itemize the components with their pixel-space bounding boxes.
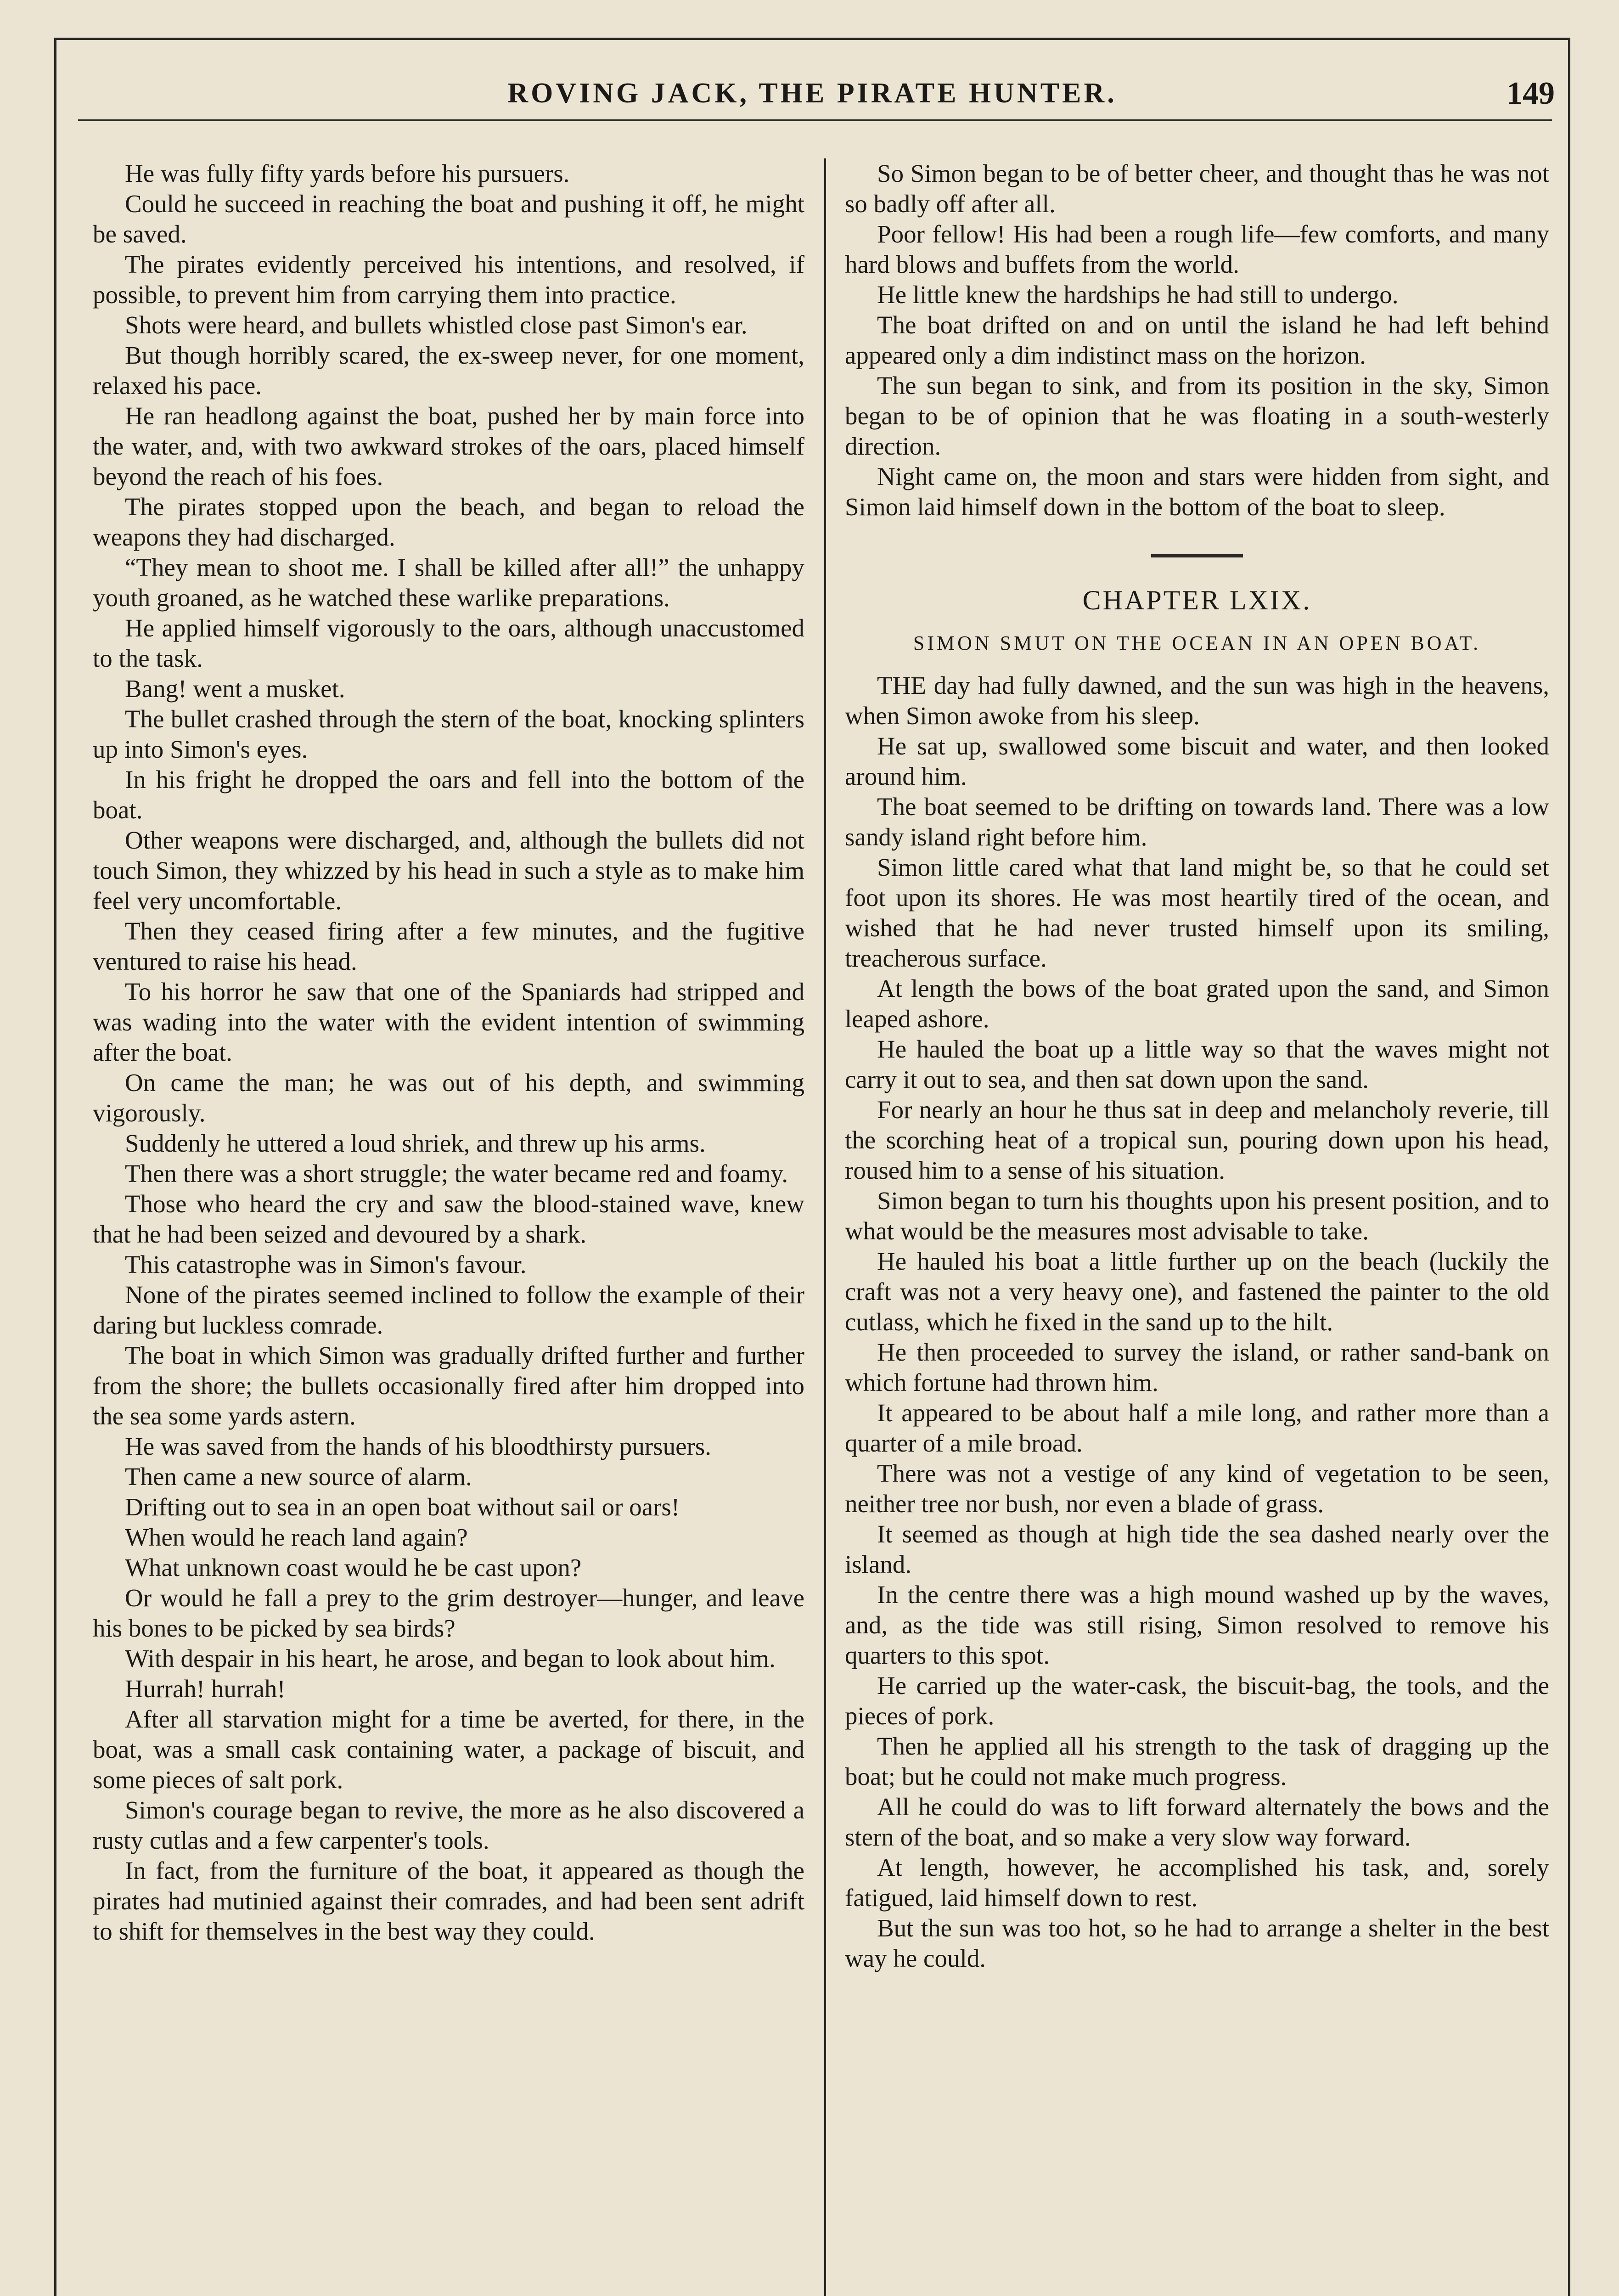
- paragraph: After all starvation might for a time be averted, for there, in the boat, was a small cask containing water, a package of biscuit, and some pieces of salt pork.: [93, 1705, 804, 1794]
- paragraph: THE day had fully dawned, and the sun was high in the heavens, when Simon awoke from his sleep.: [845, 671, 1549, 730]
- paragraph: Suddenly he uttered a loud shriek, and threw up his arms.: [125, 1129, 706, 1157]
- paragraph: He hauled the boat up a little way so that the waves might not carry it out to sea, and then sat down upon the sand.: [845, 1035, 1549, 1093]
- paragraph: He ran headlong against the boat, pushed her by main force into the water, and, with two awkward strokes of the oars, placed himself beyond the reach of his foes.: [93, 402, 804, 490]
- paragraph: At length, however, he accomplished his task, and, sorely fatigued, laid himself down to rest.: [845, 1853, 1549, 1912]
- paragraph: Those who heard the cry and saw the blood-stained wave, knew that he had been seized and devoured by a shark.: [93, 1190, 804, 1248]
- paragraph: Drifting out to sea in an open boat without sail or oars!: [125, 1493, 680, 1521]
- paragraph: Simon's courage began to revive, the more as he also discovered a rusty cutlas and a few carpenter's tools.: [93, 1796, 804, 1854]
- paragraph: Then there was a short struggle; the water became red and foamy.: [125, 1159, 788, 1187]
- paragraph: This catastrophe was in Simon's favour.: [125, 1250, 527, 1278]
- chapter-subtitle: SIMON SMUT ON THE OCEAN IN AN OPEN BOAT.: [913, 632, 1481, 654]
- paragraph: To his horror he saw that one of the Spaniards had stripped and was wading into the water with the evident intention of swimming after the boat.: [93, 978, 804, 1066]
- paragraph: Simon little cared what that land might be, so that he could set foot upon its shores. He was most heartily tired of the ocean, and wished that he had never trusted himself upon its smiling, treacherous surface.: [845, 853, 1549, 972]
- paragraph: But the sun was too hot, so he had to arrange a shelter in the best way he could.: [845, 1914, 1549, 1972]
- paragraph: Or would he fall a prey to the grim destroyer—hunger, and leave his bones to be picked by sea birds?: [93, 1584, 804, 1642]
- paragraph: Bang! went a musket.: [125, 675, 345, 703]
- section-rule: [1151, 554, 1243, 557]
- paragraph: What unknown coast would he be cast upon?: [125, 1553, 582, 1581]
- header-rule: [78, 119, 1552, 121]
- right-column: [845, 158, 1549, 2296]
- paragraph: It appeared to be about half a mile long, and rather more than a quarter of a mile broad.: [845, 1399, 1549, 1457]
- paragraph: Night came on, the moon and stars were hidden from sight, and Simon laid himself down in the bottom of the boat to sleep.: [845, 462, 1549, 521]
- paragraph: He was saved from the hands of his bloodthirsty pursuers.: [125, 1432, 712, 1460]
- paragraph: The boat drifted on and on until the island he had left behind appeared only a dim indistinct mass on the horizon.: [845, 311, 1549, 369]
- column-divider: [824, 158, 826, 2296]
- paragraph: Simon began to turn his thoughts upon his present position, and to what would be the measures most advisable to take.: [845, 1187, 1549, 1245]
- paragraph: He was fully fifty yards before his pursuers.: [125, 159, 570, 187]
- paragraph: He then proceeded to survey the island, or rather sand-bank on which fortune had thrown him.: [845, 1338, 1549, 1396]
- paragraph: “They mean to shoot me. I shall be killed after all!” the unhappy youth groaned, as he watched these warlike preparations.: [93, 553, 804, 612]
- paragraph: For nearly an hour he thus sat in deep and melancholy reverie, till the scorching heat of a tropical sun, pouring down upon his head, roused him to a sense of his situation.: [845, 1096, 1549, 1184]
- paragraph: All he could do was to lift forward alternately the bows and the stern of the boat, and so make a very slow way forward.: [845, 1793, 1549, 1851]
- paragraph: At length the bows of the boat grated upon the sand, and Simon leaped ashore.: [845, 974, 1549, 1033]
- paragraph: The bullet crashed through the stern of the boat, knocking splinters up into Simon's eyes.: [93, 705, 804, 763]
- paragraph: None of the pirates seemed inclined to follow the example of their daring but luckless comrade.: [93, 1281, 804, 1339]
- paragraph: He hauled his boat a little further up on the beach (luckily the craft was not a very heavy one), and fastened the painter to the old cutlass, which he fixed in the sand up to the hilt.: [845, 1247, 1549, 1336]
- paragraph: He applied himself vigorously to the oars, although unaccustomed to the task.: [93, 614, 804, 672]
- paragraph: The boat in which Simon was gradually drifted further and further from the shore; the bullets occasionally fired after him dropped into the sea some yards astern.: [93, 1341, 804, 1430]
- paragraph: The sun began to sink, and from its position in the sky, Simon began to be of opinion that he was floating in a south-westerly direction.: [845, 371, 1549, 460]
- paragraph: There was not a vestige of any kind of vegetation to be seen, neither tree nor bush, nor even a blade of grass.: [845, 1459, 1549, 1518]
- chapter-title: CHAPTER LXIX.: [1082, 585, 1312, 615]
- paragraph: He little knew the hardships he had still to undergo.: [877, 281, 1399, 309]
- paragraph: It seemed as though at high tide the sea dashed nearly over the island.: [845, 1520, 1549, 1578]
- paragraph: Other weapons were discharged, and, although the bullets did not touch Simon, they whizzed by his head in such a style as to make him feel very uncomfortable.: [93, 826, 804, 915]
- paragraph: With despair in his heart, he arose, and began to look about him.: [125, 1644, 776, 1672]
- paragraph: The pirates stopped upon the beach, and began to reload the weapons they had discharged.: [93, 493, 804, 551]
- paragraph: In fact, from the furniture of the boat, it appeared as though the pirates had mutinied against their comrades, and had been sent adrift to shift for themselves in the best way they could.: [93, 1857, 804, 1945]
- paragraph: Shots were heard, and bullets whistled close past Simon's ear.: [125, 311, 748, 339]
- running-title: ROVING JACK, THE PIRATE HUNTER.: [507, 78, 1117, 109]
- paragraph: In the centre there was a high mound washed up by the waves, and, as the tide was still rising, Simon resolved to remove his quarters to this spot.: [845, 1581, 1549, 1669]
- paragraph: On came the man; he was out of his depth, and swimming vigorously.: [93, 1069, 804, 1127]
- page-number: 149: [1507, 76, 1555, 111]
- paragraph: The boat seemed to be drifting on towards land. There was a low sandy island right before him.: [845, 793, 1549, 851]
- paragraph: When would he reach land again?: [125, 1523, 468, 1551]
- paragraph: So Simon began to be of better cheer, and thought thas he was not so badly off after all.: [845, 159, 1549, 218]
- paragraph: Hurrah! hurrah!: [125, 1675, 286, 1703]
- paragraph: He sat up, swallowed some biscuit and water, and then looked around him.: [845, 732, 1549, 790]
- paragraph: The pirates evidently perceived his intentions, and resolved, if possible, to prevent him from carrying them into practice.: [93, 250, 804, 309]
- paragraph: But though horribly scared, the ex-sweep never, for one moment, relaxed his pace.: [93, 341, 804, 400]
- paragraph: Then came a new source of alarm.: [125, 1463, 472, 1491]
- paragraph: He carried up the water-cask, the biscuit-bag, the tools, and the pieces of pork.: [845, 1671, 1549, 1730]
- paragraph: Could he succeed in reaching the boat and pushing it off, he might be saved.: [93, 190, 804, 248]
- paragraph: Then they ceased firing after a few minutes, and the fugitive ventured to raise his head.: [93, 917, 804, 975]
- paragraph: In his fright he dropped the oars and fell into the bottom of the boat.: [93, 765, 804, 824]
- paragraph: Poor fellow! His had been a rough life—few comforts, and many hard blows and buffets from the world.: [845, 220, 1549, 278]
- paragraph: Then he applied all his strength to the task of dragging up the boat; but he could not make much progress.: [845, 1732, 1549, 1790]
- left-column: [93, 158, 804, 2296]
